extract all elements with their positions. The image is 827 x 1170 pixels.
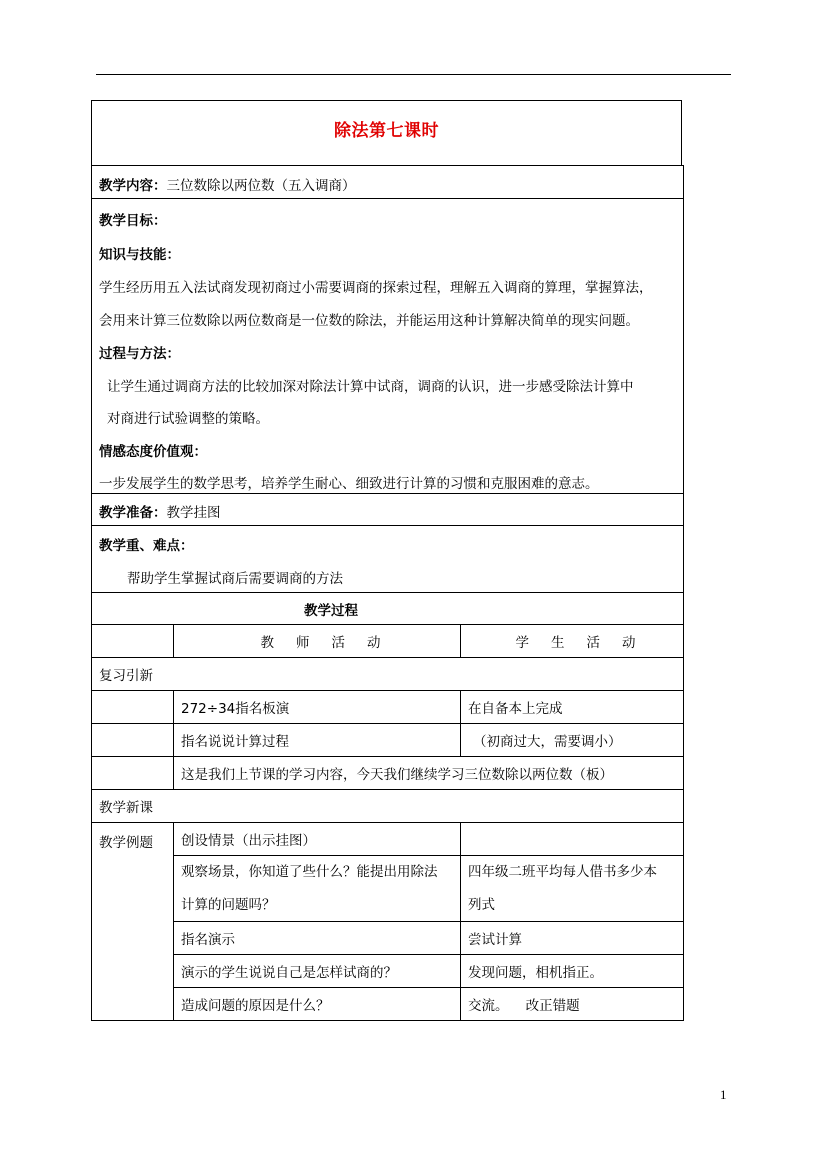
table-row — [174, 987, 683, 1020]
knowledge-line-1: 学生经历用五入法试商发现初商过小需要调商的探索过程，理解五入调商的算理，掌握算法， — [99, 280, 653, 296]
teacher-cell: 造成问题的原因是什么？ — [174, 988, 461, 1020]
teacher-cell: 演示的学生说说自己是怎样试商的？ — [174, 955, 461, 987]
keypoints-value: 帮助学生掌握试商后需要调商的方法 — [127, 571, 343, 587]
lesson-table — [91, 165, 684, 1021]
page-title: 除法第七课时 — [334, 121, 439, 141]
process-title-row — [92, 592, 683, 624]
student-cell: 四年级二班平均每人借书多少本 列式 — [468, 864, 657, 913]
process-label: 过程与方法： — [99, 346, 180, 362]
table-row — [92, 723, 683, 756]
objectives-label: 教学目标： — [99, 213, 167, 229]
knowledge-label: 知识与技能： — [99, 247, 180, 263]
content-value: 三位数除以两位数（五入调商） — [166, 178, 356, 194]
student-header: 学生活动 — [515, 635, 658, 651]
student-cell: 在自备本上完成 — [468, 701, 563, 717]
review-summary: 这是我们上节课的学习内容，今天我们继续学习三位数除以两位数（板） — [181, 767, 613, 783]
content-row — [92, 166, 683, 198]
emotion-label: 情感态度价值观： — [99, 444, 207, 460]
header-rule — [96, 74, 731, 75]
teacher-cell: 指名演示 — [174, 922, 461, 954]
student-cell: （初商过大，需要调小） — [473, 734, 622, 750]
process-title: 教学过程 — [304, 602, 358, 619]
teacher-cell: 观察场景，你知道了些什么？能提出用除法 计算的问题吗？ — [174, 848, 461, 921]
review-label: 复习引新 — [99, 668, 153, 684]
example-block — [92, 822, 683, 1020]
table-row — [174, 855, 683, 921]
table-row — [92, 690, 683, 723]
knowledge-line-2: 会用来计算三位数除以两位数商是一位数的除法，并能运用这种计算解决简单的现实问题。 — [99, 313, 639, 329]
title-box — [91, 100, 682, 166]
student-cell: 发现问题，相机指正。 — [468, 965, 603, 981]
process-line-2: 对商进行试验调整的策略。 — [107, 411, 269, 427]
teacher-header: 教师活动 — [260, 635, 403, 651]
review-row — [92, 657, 683, 690]
example-label: 教学例题 — [99, 835, 153, 851]
activity-header-row — [92, 624, 683, 657]
teacher-cell: 指名说说计算过程 — [174, 724, 461, 756]
objectives-row — [92, 198, 683, 493]
student-cell — [461, 823, 683, 855]
new-lesson-label: 教学新课 — [99, 800, 153, 816]
student-cell: 交流。 改正错题 — [468, 998, 580, 1014]
preparation-row — [92, 493, 683, 525]
emotion-line-1: 一步发展学生的数学思考，培养学生耐心、细致进行计算的习惯和克服困难的意志。 — [99, 476, 599, 492]
content-label: 教学内容： — [99, 178, 167, 194]
table-row — [174, 954, 683, 987]
table-row — [174, 921, 683, 954]
process-line-1: 让学生通过调商方法的比较加深对除法计算中试商，调商的认识，进一步感受除法计算中 — [107, 379, 634, 395]
page-number: 1 — [720, 1087, 727, 1102]
student-cell: 尝试计算 — [468, 932, 522, 948]
teacher-cell: 272÷34指名板演 — [174, 691, 461, 723]
preparation-value: 教学挂图 — [166, 505, 221, 521]
teacher-cell: 创设情景（出示挂图） — [174, 823, 461, 855]
keypoints-row — [92, 525, 683, 592]
new-lesson-row — [92, 789, 683, 822]
keypoints-label: 教学重、难点： — [99, 538, 194, 554]
table-row — [92, 756, 683, 789]
preparation-label: 教学准备： — [99, 505, 167, 521]
